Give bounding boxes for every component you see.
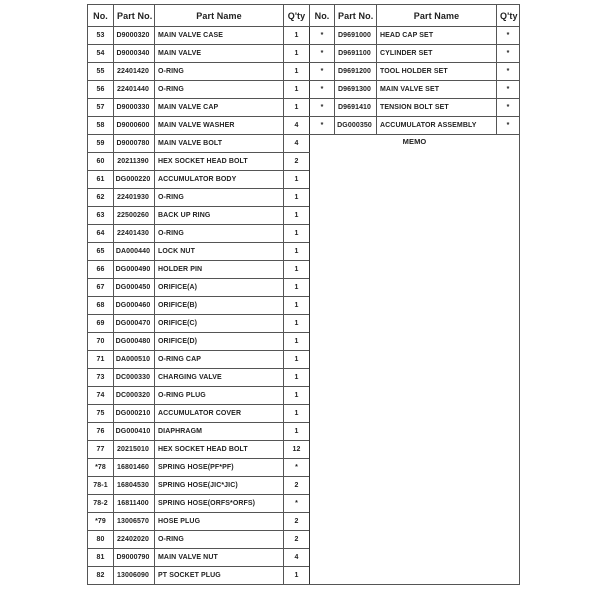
row-no: 81: [88, 549, 114, 567]
row-part-name: HEX SOCKET HEAD BOLT: [155, 441, 284, 459]
row-part-no: DG000460: [114, 297, 155, 315]
row-no: 59: [88, 135, 114, 153]
row-no: 78-2: [88, 495, 114, 513]
row-no: 78-1: [88, 477, 114, 495]
row-part-no: DA000440: [114, 243, 155, 261]
row-part-name: ORIFICE(C): [155, 315, 284, 333]
row-qty: 1: [284, 567, 310, 585]
row-part-name: LOCK NUT: [155, 243, 284, 261]
row-part-name: SPRING HOSE(PF*PF): [155, 459, 284, 477]
row-part-no-right: D9691300: [335, 81, 377, 99]
row-part-no: DC000320: [114, 387, 155, 405]
row-qty: 12: [284, 441, 310, 459]
row-qty: 1: [284, 45, 310, 63]
header-qty: Q'ty: [284, 5, 310, 27]
row-part-name: MAIN VALVE CAP: [155, 99, 284, 117]
row-part-name: MAIN VALVE BOLT: [155, 135, 284, 153]
row-no: 65: [88, 243, 114, 261]
row-qty: 1: [284, 369, 310, 387]
row-no-right: *: [310, 63, 335, 81]
row-no: 62: [88, 189, 114, 207]
row-no: 56: [88, 81, 114, 99]
row-no: 64: [88, 225, 114, 243]
header-qty-right: Q'ty: [497, 5, 520, 27]
row-part-no: DG000410: [114, 423, 155, 441]
row-qty: 4: [284, 117, 310, 135]
row-no-right: *: [310, 27, 335, 45]
row-no-right: *: [310, 99, 335, 117]
row-no: 57: [88, 99, 114, 117]
row-no: 69: [88, 315, 114, 333]
row-part-name: O-RING: [155, 189, 284, 207]
row-no: 63: [88, 207, 114, 225]
row-part-no-right: DG000350: [335, 117, 377, 135]
row-part-no: D9000790: [114, 549, 155, 567]
row-no: 58: [88, 117, 114, 135]
row-no: 68: [88, 297, 114, 315]
row-part-name: O-RING PLUG: [155, 387, 284, 405]
row-part-no: 13006570: [114, 513, 155, 531]
row-part-name-right: TOOL HOLDER SET: [377, 63, 497, 81]
row-no: 73: [88, 369, 114, 387]
row-part-no: DG000490: [114, 261, 155, 279]
row-part-name: ORIFICE(D): [155, 333, 284, 351]
row-no-right: *: [310, 45, 335, 63]
row-part-name-right: HEAD CAP SET: [377, 27, 497, 45]
row-qty: 1: [284, 405, 310, 423]
row-part-name: HOSE PLUG: [155, 513, 284, 531]
row-part-no: DG000450: [114, 279, 155, 297]
row-part-no: 22402020: [114, 531, 155, 549]
row-part-name-right: CYLINDER SET: [377, 45, 497, 63]
row-part-no: D9000320: [114, 27, 155, 45]
table-row: [88, 117, 520, 135]
row-part-name: HEX SOCKET HEAD BOLT: [155, 153, 284, 171]
row-part-name: DIAPHRAGM: [155, 423, 284, 441]
row-part-no-right: D9691100: [335, 45, 377, 63]
row-qty: 2: [284, 513, 310, 531]
row-qty-right: *: [497, 117, 520, 135]
row-no: 54: [88, 45, 114, 63]
row-qty: 4: [284, 549, 310, 567]
row-part-no: DG000220: [114, 171, 155, 189]
row-qty: 1: [284, 387, 310, 405]
row-no: 53: [88, 27, 114, 45]
row-qty: 4: [284, 135, 310, 153]
row-part-no: 16811400: [114, 495, 155, 513]
row-qty: 1: [284, 99, 310, 117]
row-no: 61: [88, 171, 114, 189]
header-part-no: Part No.: [114, 5, 155, 27]
row-part-no: D9000780: [114, 135, 155, 153]
row-qty: 1: [284, 81, 310, 99]
row-part-no: 16801460: [114, 459, 155, 477]
row-qty-right: *: [497, 63, 520, 81]
row-part-name: O-RING: [155, 63, 284, 81]
row-part-no: D9000330: [114, 99, 155, 117]
row-part-name: MAIN VALVE WASHER: [155, 117, 284, 135]
table-row: [88, 45, 520, 63]
row-qty: 1: [284, 333, 310, 351]
row-part-name: CHARGING VALVE: [155, 369, 284, 387]
row-no: 80: [88, 531, 114, 549]
row-qty: *: [284, 459, 310, 477]
row-no: 74: [88, 387, 114, 405]
table-row: [88, 81, 520, 99]
row-no: *79: [88, 513, 114, 531]
row-no: 71: [88, 351, 114, 369]
row-part-name: ACCUMULATOR BODY: [155, 171, 284, 189]
header-no: No.: [88, 5, 114, 27]
row-qty: 2: [284, 153, 310, 171]
row-qty-right: *: [497, 27, 520, 45]
row-part-name: MAIN VALVE: [155, 45, 284, 63]
row-qty: 1: [284, 27, 310, 45]
row-qty: 1: [284, 261, 310, 279]
row-no: *78: [88, 459, 114, 477]
row-part-no: 20211390: [114, 153, 155, 171]
row-part-name: SPRING HOSE(JIC*JIC): [155, 477, 284, 495]
row-part-no: 16804530: [114, 477, 155, 495]
table-row: [88, 27, 520, 45]
row-part-no-right: D9691200: [335, 63, 377, 81]
row-part-no: 22500260: [114, 207, 155, 225]
row-qty: 2: [284, 531, 310, 549]
row-part-name: ORIFICE(A): [155, 279, 284, 297]
row-no: 60: [88, 153, 114, 171]
header-no-right: No.: [310, 5, 335, 27]
row-part-no: D9000340: [114, 45, 155, 63]
row-part-no: 20215010: [114, 441, 155, 459]
row-part-name: BACK UP RING: [155, 207, 284, 225]
row-part-name-right: ACCUMULATOR ASSEMBLY: [377, 117, 497, 135]
row-qty: 1: [284, 279, 310, 297]
row-no: 77: [88, 441, 114, 459]
table-row: [88, 99, 520, 117]
row-part-name: SPRING HOSE(ORFS*ORFS): [155, 495, 284, 513]
row-part-name-right: TENSION BOLT SET: [377, 99, 497, 117]
row-part-name: ORIFICE(B): [155, 297, 284, 315]
row-qty: 1: [284, 225, 310, 243]
row-no: 67: [88, 279, 114, 297]
row-qty: 1: [284, 315, 310, 333]
table-row: [88, 135, 520, 153]
row-qty-right: *: [497, 99, 520, 117]
table-header-row: [88, 5, 520, 27]
row-part-name-right: MAIN VALVE SET: [377, 81, 497, 99]
row-qty: 1: [284, 351, 310, 369]
row-part-name: PT SOCKET PLUG: [155, 567, 284, 585]
row-part-name: O-RING CAP: [155, 351, 284, 369]
row-qty: 2: [284, 477, 310, 495]
row-part-name: MAIN VALVE NUT: [155, 549, 284, 567]
row-part-name: O-RING: [155, 225, 284, 243]
row-part-no: 22401430: [114, 225, 155, 243]
row-part-name: MAIN VALVE CASE: [155, 27, 284, 45]
row-part-no: DG000210: [114, 405, 155, 423]
row-part-no: 13006090: [114, 567, 155, 585]
row-no: 55: [88, 63, 114, 81]
row-part-no: D9000600: [114, 117, 155, 135]
row-no-right: *: [310, 117, 335, 135]
header-part-no-right: Part No.: [335, 5, 377, 27]
row-qty: 1: [284, 243, 310, 261]
row-qty: 1: [284, 171, 310, 189]
row-part-no: 22401420: [114, 63, 155, 81]
row-part-no: DA000510: [114, 351, 155, 369]
row-part-name: O-RING: [155, 81, 284, 99]
memo-area: MEMO: [310, 135, 520, 585]
row-part-no: DC000330: [114, 369, 155, 387]
row-qty-right: *: [497, 81, 520, 99]
table-row: [88, 63, 520, 81]
row-qty: 1: [284, 297, 310, 315]
row-part-no-right: D9691000: [335, 27, 377, 45]
row-qty: 1: [284, 423, 310, 441]
row-qty-right: *: [497, 45, 520, 63]
row-part-name: ACCUMULATOR COVER: [155, 405, 284, 423]
row-qty: 1: [284, 189, 310, 207]
row-qty: 1: [284, 63, 310, 81]
row-no: 66: [88, 261, 114, 279]
row-qty: *: [284, 495, 310, 513]
table-body: [88, 27, 520, 585]
row-part-no: 22401440: [114, 81, 155, 99]
row-part-no: DG000470: [114, 315, 155, 333]
row-no: 70: [88, 333, 114, 351]
row-part-name: O-RING: [155, 531, 284, 549]
row-part-no: 22401930: [114, 189, 155, 207]
parts-list-table: [87, 4, 520, 585]
row-no: 75: [88, 405, 114, 423]
row-no: 82: [88, 567, 114, 585]
row-qty: 1: [284, 207, 310, 225]
row-no-right: *: [310, 81, 335, 99]
header-part-name: Part Name: [155, 5, 284, 27]
header-part-name-right: Part Name: [377, 5, 497, 27]
row-part-name: HOLDER PIN: [155, 261, 284, 279]
row-part-no: DG000480: [114, 333, 155, 351]
row-part-no-right: D9691410: [335, 99, 377, 117]
row-no: 76: [88, 423, 114, 441]
